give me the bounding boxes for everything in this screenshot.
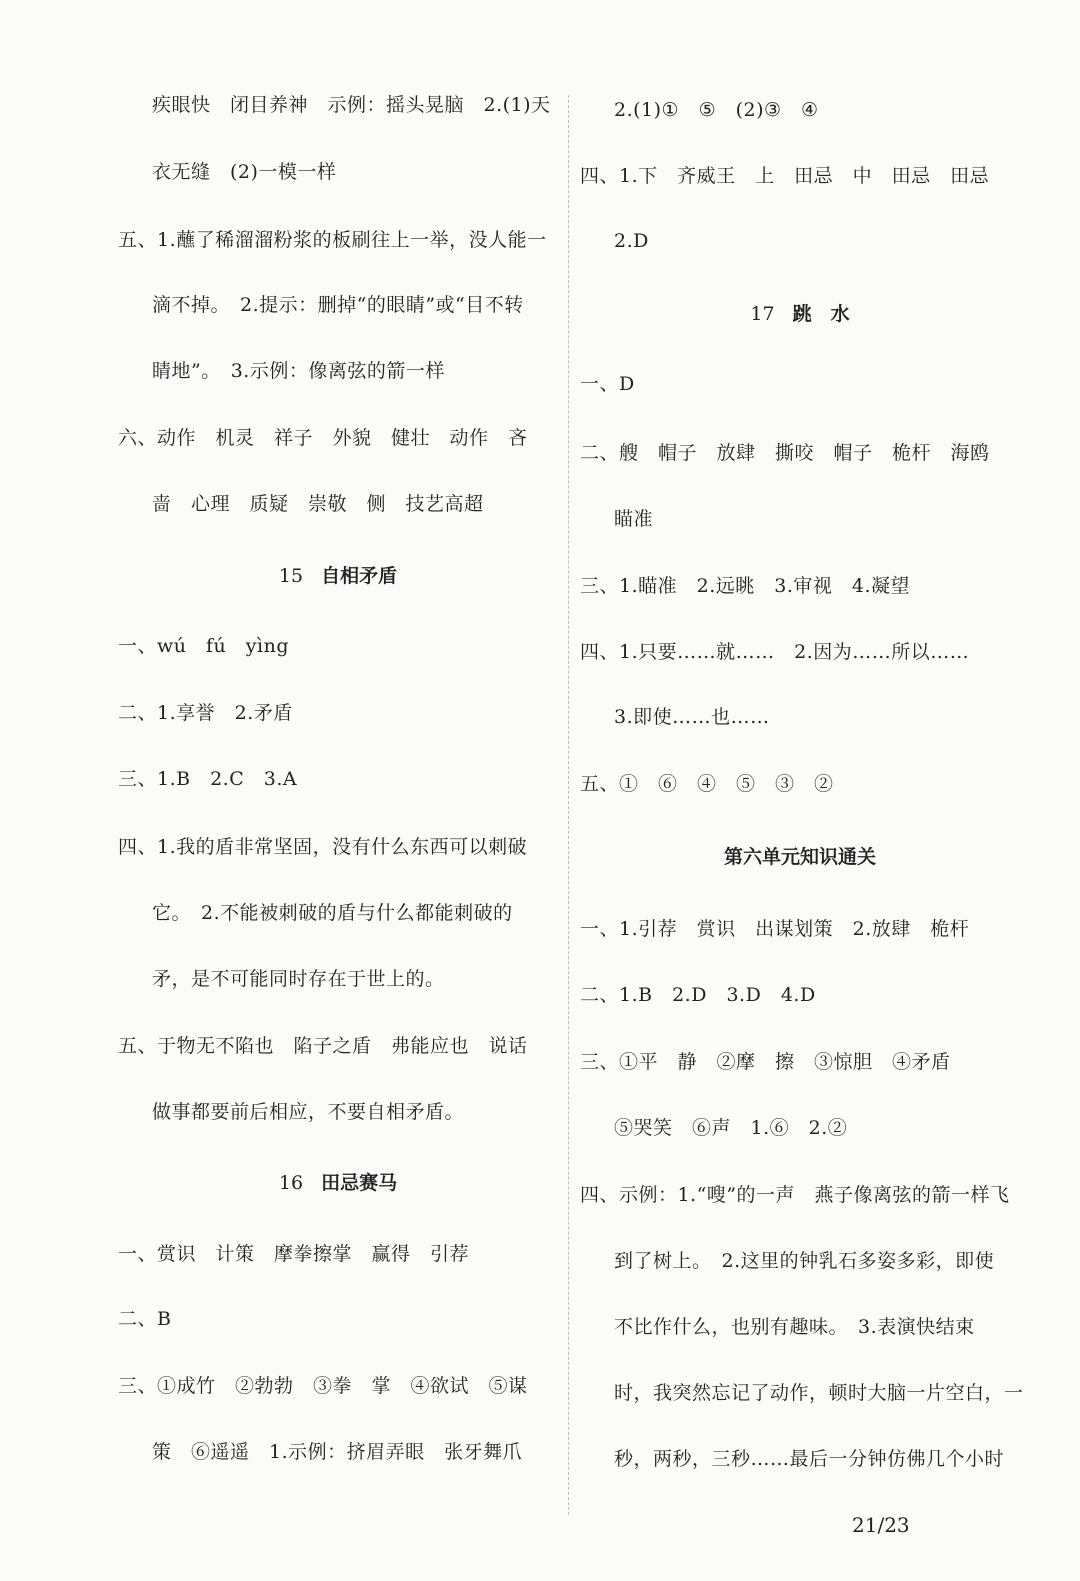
answer-line: 瞄准 bbox=[614, 508, 654, 530]
answer-line: 五、1.蘸了稀溜溜粉浆的板刷往上一举，没人能一 bbox=[118, 229, 547, 251]
section-number: 15 bbox=[278, 565, 304, 587]
answer-line: 一、D bbox=[580, 373, 635, 395]
answer-line: 三、①成竹 ②勃勃 ③拳 掌 ④欲试 ⑤谋 bbox=[118, 1375, 528, 1397]
answer-line: 二、艘 帽子 放肆 撕咬 帽子 桅杆 海鸥 bbox=[580, 442, 990, 464]
answer-line: 策 ⑥遥遥 1.示例：挤眉弄眼 张牙舞爪 bbox=[152, 1441, 523, 1463]
answer-line: 时，我突然忘记了动作，顿时大脑一片空白，一 bbox=[614, 1382, 1024, 1404]
section-heading-15 bbox=[118, 564, 558, 588]
answer-line: 四、1.只要……就…… 2.因为……所以…… bbox=[580, 641, 970, 663]
column-divider bbox=[568, 95, 569, 1515]
answer-line: 矛，是不可能同时存在于世上的。 bbox=[152, 968, 445, 990]
answer-line: ⑤哭笑 ⑥声 1.⑥ 2.② bbox=[614, 1117, 848, 1139]
answer-line: 六、动作 机灵 祥子 外貌 健壮 动作 吝 bbox=[118, 427, 528, 449]
answer-line: 2.(1)① ⑤ (2)③ ④ bbox=[614, 99, 819, 121]
section-heading-16 bbox=[118, 1171, 558, 1195]
answer-line: 五、① ⑥ ④ ⑤ ③ ② bbox=[580, 773, 834, 795]
answer-line: 二、1.享誉 2.矛盾 bbox=[118, 702, 293, 724]
answer-line: 它。 2.不能被刺破的盾与什么都能刺破的 bbox=[152, 902, 513, 924]
answer-line: 做事都要前后相应，不要自相矛盾。 bbox=[152, 1101, 465, 1123]
unit-heading: 第六单元知识通关 bbox=[723, 846, 876, 868]
answer-line: 三、①平 静 ②摩 擦 ③惊胆 ④矛盾 bbox=[580, 1051, 951, 1073]
section-heading-17 bbox=[580, 302, 1020, 326]
answer-line: 四、1.下 齐威王 上 田忌 中 田忌 田忌 bbox=[580, 165, 990, 187]
section-number: 17 bbox=[750, 303, 775, 325]
answer-line: 四、1.我的盾非常坚固，没有什么东西可以刺破 bbox=[118, 836, 528, 858]
answer-line: 睛地”。 3.示例：像离弦的箭一样 bbox=[152, 360, 445, 382]
answer-line: 二、B bbox=[118, 1308, 172, 1330]
answer-line: 一、1.引荐 赏识 出谋划策 2.放肆 桅杆 bbox=[580, 918, 970, 940]
section-title: 田忌赛马 bbox=[321, 1172, 398, 1194]
answer-line: 二、1.B 2.D 3.D 4.D bbox=[580, 984, 816, 1006]
section-title: 跳 水 bbox=[792, 303, 850, 325]
answer-line: 疾眼快 闭目养神 示例：摇头晃脑 2.(1)天 bbox=[152, 94, 551, 116]
answer-line: 2.D bbox=[614, 230, 649, 252]
answer-line: 五、于物无不陷也 陷子之盾 弗能应也 说话 bbox=[118, 1035, 528, 1057]
answer-line: 四、示例：1.“嗖”的一声 燕子像离弦的箭一样飞 bbox=[580, 1184, 1010, 1206]
answer-line: 一、wú fú yìng bbox=[118, 635, 289, 657]
answer-line: 到了树上。 2.这里的钟乳石多姿多彩，即使 bbox=[614, 1250, 995, 1272]
page-number: 21/23 bbox=[852, 1513, 910, 1537]
answer-line: 滴不掉。 2.提示：删掉“的眼睛”或“目不转 bbox=[152, 294, 524, 316]
answer-line: 秒，两秒，三秒……最后一分钟仿佛几个小时 bbox=[614, 1448, 1005, 1470]
answer-line: 不比作什么，也别有趣味。 3.表演快结束 bbox=[614, 1316, 975, 1338]
section-number: 16 bbox=[278, 1172, 304, 1194]
answer-line: 衣无缝 (2)一模一样 bbox=[152, 161, 337, 183]
answer-line: 三、1.瞄准 2.远眺 3.审视 4.凝望 bbox=[580, 575, 911, 597]
answer-line: 三、1.B 2.C 3.A bbox=[118, 768, 298, 790]
answer-line: 啬 心理 质疑 崇敬 侧 技艺高超 bbox=[152, 493, 484, 515]
answer-line: 一、赏识 计策 摩拳擦掌 赢得 引荐 bbox=[118, 1243, 470, 1265]
answer-line: 3.即使……也…… bbox=[614, 706, 770, 728]
section-title: 自相矛盾 bbox=[321, 565, 398, 587]
